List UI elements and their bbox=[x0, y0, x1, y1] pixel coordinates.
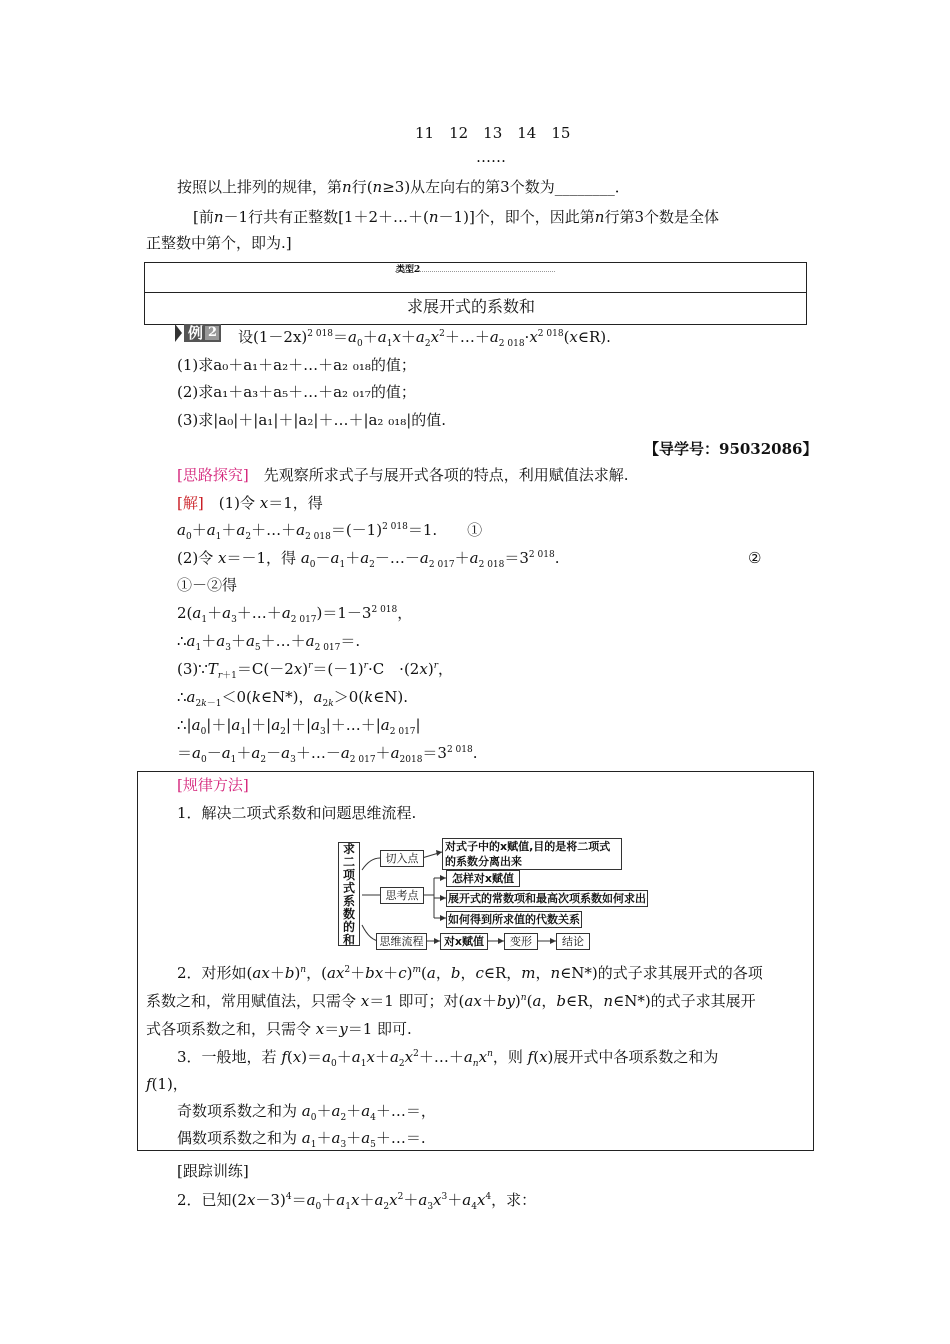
method-point-3-line-4: 偶数项系数之和为 $a_1+a_3+a_5+\dots=$. bbox=[177, 1129, 426, 1150]
solution-line-2: $a_0+a_1+a_2+\dots+a_{2 018}=(-1)^{2 018}=1$. ① bbox=[177, 521, 483, 542]
thinking-label: [思路探究] bbox=[177, 466, 249, 484]
solution-line-3: (2)令 x＝－1，得 $a_0-a_1+a_2-\dots-a_{2 017}+a_{2 018}=3^{2 018}$. bbox=[177, 549, 560, 570]
method-point-3-line-3: 奇数项系数之和为 $a_0+a_2+a_4+\dots=$， bbox=[177, 1102, 436, 1123]
flow-think-point: 思考点 bbox=[380, 887, 424, 904]
solution-line-9: $\therefore|a_0|+|a_1|+|a_2|+|a_3|+\dots+|a_{2 017}|$ bbox=[177, 716, 421, 737]
method-point-2-line-2: 系数之和，常用赋值法，只需令 x＝1 即可；对$(ax+by)^n(a$，b∈R，n∈N*)的式子求其展开 bbox=[146, 992, 756, 1010]
flow-root: 求二项式系数的和 bbox=[338, 842, 360, 946]
method-point-1: 1．解决二项式系数和问题思维流程. bbox=[177, 804, 417, 822]
solution-label: [解] bbox=[177, 494, 204, 512]
tracking-question: 2．已知$(2x-3)^4=a_0+a_1x+a_2x^2+a_3x^3+a_4x^4$，求： bbox=[177, 1191, 537, 1212]
circle-2: ② bbox=[748, 549, 762, 567]
tracking-label: [跟踪训练] bbox=[177, 1162, 249, 1180]
solution-line-6: $\therefore a_1+a_3+a_5+\dots+a_{2 017}=$. bbox=[177, 632, 361, 653]
flow-think-a: 怎样对x赋值 bbox=[446, 870, 520, 887]
example-question-1: (1)求a₀＋a₁＋a₂＋…＋a₂ ₀₁₈的值； bbox=[177, 356, 416, 374]
example-badge-label: 例 bbox=[188, 324, 204, 342]
flow-process: 思维流程 bbox=[376, 933, 427, 950]
solution-line-4: ①－②得 bbox=[177, 576, 238, 594]
type-tag: 类型2 bbox=[396, 265, 421, 275]
solution-line-10: $=a_0-a_1+a_2-a_3+\dots-a_{2 017}+a_{2018}=3^{2 018}$. bbox=[177, 744, 478, 765]
flow-process-a: 对x赋值 bbox=[440, 933, 488, 950]
answer-line-1: [前n－1行共有正整数[1＋2＋…＋(n－1)]个，即个，因此第n行第3个数是全体 bbox=[193, 208, 720, 226]
flow-think-c: 如何得到所求值的代数关系 bbox=[448, 913, 580, 926]
example-statement: 设$(1-2x)^{2 018}=a_0+a_1x+a_2x^2+\dots+a_{2 018}\cdot x^{2 018}(x\in R)$. bbox=[238, 328, 611, 349]
method-point-3-line-2: f(1)， bbox=[146, 1075, 188, 1093]
flow-process-c: 结论 bbox=[556, 933, 590, 950]
method-point-2-line-1: 2．对形如$(ax+b)^n$，$(ax^2+bx+c)^m(a$，b，c∈R，m，n∈N*)的式子求其展开式的各项 bbox=[177, 964, 763, 982]
answer-line-2: 正整数中第个，即为.] bbox=[146, 234, 292, 252]
method-label: [规律方法] bbox=[177, 776, 249, 794]
solution-line-5: $2(a_1+a_3+\dots+a_{2 017})=1-3^{2 018}$， bbox=[177, 604, 413, 625]
sequence-row: 11 12 13 14 15 bbox=[415, 124, 571, 142]
flow-entry-point: 切入点 bbox=[380, 850, 424, 867]
flow-think-b: 展开式的常数项和最高次项系数如何求出 bbox=[448, 892, 646, 905]
solution-line-7: $(3)\because T_{r+1}=C(-2x)^r=(-1)^r\cdot C$ $\cdot(2x)^r$， bbox=[177, 660, 454, 681]
solution-line-8: $\therefore a_{2k-1}<0(k\in N*)$，$a_{2k}>0(k\in N)$. bbox=[177, 688, 409, 709]
example-badge-number: 2 bbox=[208, 325, 218, 340]
thinking-line: [思路探究] 先观察所求式子与展开式各项的特点，利用赋值法求解. bbox=[177, 466, 629, 484]
flow-process-b: 变形 bbox=[504, 933, 538, 950]
solution-line-1: [解] (1)令 x＝1，得 bbox=[177, 494, 323, 512]
sequence-dots: …… bbox=[476, 148, 506, 166]
method-point-2-line-3: 式各项系数之和，只需令 x＝y＝1 即可. bbox=[146, 1020, 412, 1038]
question-line-1: 按照以上排列的规律，第n行(n≥3)从左向右的第3个数为________． bbox=[177, 178, 630, 196]
example-question-3: (3)求|a₀|＋|a₁|＋|a₂|＋…＋|a₂ ₀₁₈|的值. bbox=[177, 411, 447, 429]
example-question-2: (2)求a₁＋a₃＋a₅＋…＋a₂ ₀₁₇的值； bbox=[177, 383, 416, 401]
method-point-3-line-1: 3．一般地，若 $f(x)=a_0+a_1x+a_2x^2+\dots+a_nx^n$，则 f(x)展开式中各项系数之和为 bbox=[177, 1048, 719, 1069]
guide-number: 【导学号：95032086】 bbox=[644, 440, 818, 458]
type-title: 求展开式的系数和 bbox=[407, 297, 536, 316]
flow-entry-desc: 对式子中的x赋值,目的是将二项式的系数分离出来 bbox=[442, 838, 622, 870]
